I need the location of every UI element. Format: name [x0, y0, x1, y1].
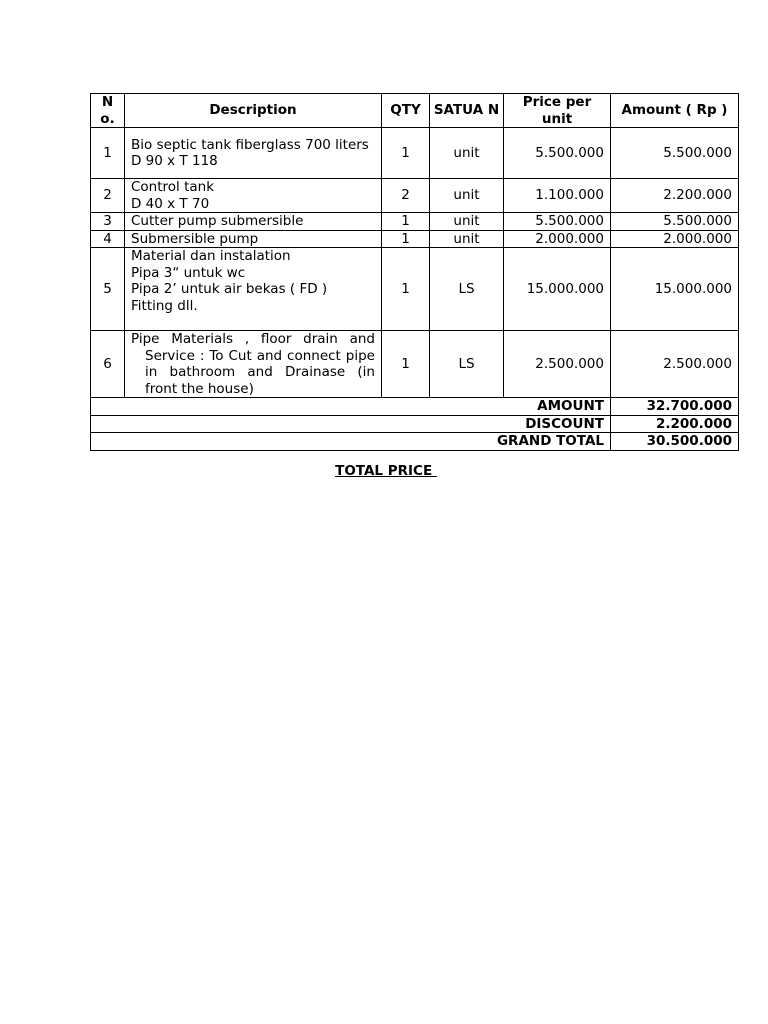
row-no: 4 — [91, 230, 125, 248]
header-satuan: SATUA N — [430, 94, 504, 128]
row-no: 2 — [91, 179, 125, 213]
description-line: Bio septic tank fiberglass 700 liters — [131, 136, 369, 153]
row-no: 6 — [91, 331, 125, 398]
row-amount: 15.000.000 — [611, 248, 739, 331]
description-line: Pipe Materials , floor drain and — [131, 331, 375, 347]
total-price-heading: TOTAL PRICE — [335, 463, 437, 479]
row-amount: 2.500.000 — [611, 331, 739, 398]
row-description — [125, 213, 382, 231]
header-qty: QTY — [382, 94, 430, 128]
description-line: Fitting dll. — [131, 297, 198, 314]
row-qty: 2 — [382, 179, 430, 213]
row-qty: 1 — [382, 248, 430, 331]
row-price: 2.000.000 — [504, 230, 611, 248]
summary-label: AMOUNT — [91, 398, 611, 416]
row-price: 5.500.000 — [504, 213, 611, 231]
summary-value: 2.200.000 — [611, 415, 739, 433]
row-qty: 1 — [382, 331, 430, 398]
row-satuan: LS — [430, 331, 504, 398]
price-table — [90, 93, 739, 451]
description-line: Submersible pump — [131, 230, 259, 247]
row-description — [125, 179, 382, 213]
row-no: 1 — [91, 128, 125, 179]
table-row — [91, 213, 739, 231]
summary-label: DISCOUNT — [91, 415, 611, 433]
description-line: Control tank — [131, 179, 215, 195]
row-price: 5.500.000 — [504, 128, 611, 179]
description-line: Cutter pump submersible — [131, 213, 304, 229]
row-satuan: unit — [430, 213, 504, 231]
row-satuan: LS — [430, 248, 504, 331]
summary-label: GRAND TOTAL — [91, 433, 611, 451]
summary-value: 30.500.000 — [611, 433, 739, 451]
description-line: D 40 x T 70 — [131, 195, 210, 212]
row-price: 15.000.000 — [504, 248, 611, 331]
row-amount: 5.500.000 — [611, 128, 739, 179]
description-line: D 90 x T 118 — [131, 153, 218, 169]
table-row — [91, 230, 739, 248]
row-description — [125, 248, 382, 331]
table-header-row — [91, 94, 739, 128]
summary-value: 32.700.000 — [611, 398, 739, 416]
summary-row-grand-total — [91, 433, 739, 451]
description-line: Service : To Cut and connect pipe in bathroom and Drainase (in front the house) — [145, 347, 375, 397]
row-price: 1.100.000 — [504, 179, 611, 213]
row-description — [125, 128, 382, 179]
row-no: 3 — [91, 213, 125, 231]
row-price: 2.500.000 — [504, 331, 611, 398]
header-description: Description — [125, 94, 382, 128]
description-line: Material dan instalation — [131, 248, 291, 264]
header-no: N o. — [91, 94, 125, 128]
row-description — [125, 230, 382, 248]
table-row — [91, 248, 739, 331]
row-qty: 1 — [382, 230, 430, 248]
row-satuan: unit — [430, 230, 504, 248]
row-satuan: unit — [430, 128, 504, 179]
row-satuan: unit — [430, 179, 504, 213]
description-line: Pipa 3“ untuk wc — [131, 264, 246, 281]
header-amount: Amount ( Rp ) — [611, 94, 739, 128]
row-no: 5 — [91, 248, 125, 331]
row-amount: 2.000.000 — [611, 230, 739, 248]
header-price-per-unit: Price per unit — [504, 94, 611, 128]
table-row — [91, 128, 739, 179]
table-row — [91, 331, 739, 398]
description-line: Pipa 2’ untuk air bekas ( FD ) — [131, 281, 328, 297]
summary-row-discount — [91, 415, 739, 433]
summary-row-amount — [91, 398, 739, 416]
row-amount: 2.200.000 — [611, 179, 739, 213]
table-row — [91, 179, 739, 213]
row-qty: 1 — [382, 213, 430, 231]
row-qty: 1 — [382, 128, 430, 179]
row-description — [125, 331, 382, 398]
row-amount: 5.500.000 — [611, 213, 739, 231]
